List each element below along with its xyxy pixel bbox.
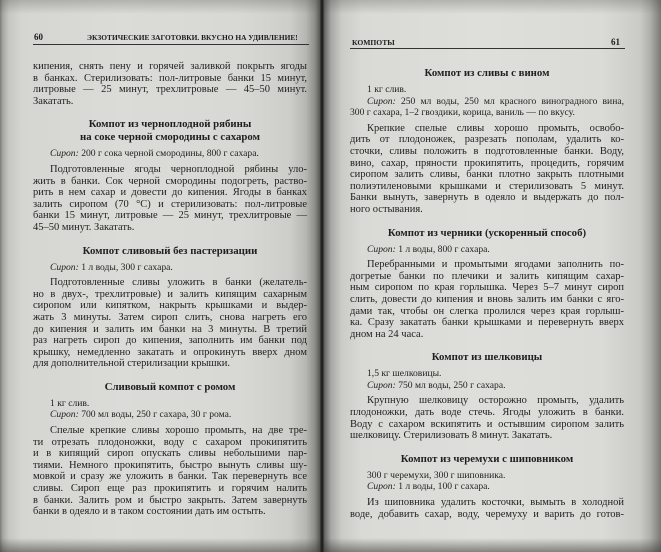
syrup-ingredients [350,481,624,493]
text-line: Банки вынуть, завернуть в одеяло и выдержать до пол- [350,192,624,204]
syrup-text: 700 мл воды, 250 г сахара, 30 г рома. [81,409,232,421]
recipe-instructions [350,395,624,441]
syrup-text: 1 л воды, 800 г сахара. [398,243,490,255]
text-line: плодоножки, дать воде стечь. Ягоды уложить в банки. [350,407,624,419]
text-line: жить в банки. Сок черной смородины подогреть, раство- [33,175,307,187]
recipe-instructions [350,497,624,520]
recipe-instructions [350,259,624,340]
text-line [350,481,624,493]
text-line: Перебранными и промытыми ягодами заполнить по- [367,259,624,271]
text-line: сиропом залить сливы, банки плотно закрыть плотными [350,169,624,181]
recipe-title-line: Компот из сливы с вином [424,67,550,79]
recipe-title-line: Компот сливовый без пастеризации [82,244,258,257]
text-line: 300 г черемухи, 300 г шиповника. [367,469,506,481]
text-line: для дополнительной стерилизации крышки. [33,358,230,370]
syrup-label: Сироп: [367,481,396,493]
syrup-label: Сироп: [50,261,79,273]
text-line: кипения, снять пену и горячей заливкой покрыть ягоды [33,61,307,72]
text-line: но в двух-, трехлитровые) и залить кипящим сахарным [33,288,307,300]
text-line: тиями. Немного прокипятить, быстро вынуть сливы шу- [33,459,307,471]
syrup-ingredients [350,380,624,392]
gutter-crease [320,0,324,552]
text-line: сточки, сливы положить в подготовленные банки. Воду, [350,145,624,157]
text-line: мовкой и сразу же уложить в банки. Так перевернуть все [33,471,307,483]
text-line: 1,5 кг шелковицы. [367,368,442,380]
text-line: ным сиропом по края горлышка. Через 5–7 минут сироп [350,282,624,294]
text-line [33,409,307,421]
syrup-label: Сироп: [50,148,79,160]
recipe-title-line: Сливовый компот с ромом [104,380,236,393]
recipe-title-line: Компот из черемухи с шиповником [400,452,574,465]
syrup-ingredients [33,262,307,274]
ingredients [33,398,307,410]
continued-instructions [33,61,307,107]
text-line: 1 кг слив. [50,397,90,409]
text-line: дном на 24 часа. [350,328,424,340]
text-line: ка. Сразу закатать банки крышками и перевернуть вверх [350,317,624,329]
ingredients [350,470,624,482]
text-line: Крупную шелковицу осторожно промыть, удалить [367,395,624,407]
ingredients [350,368,624,380]
left-page-text [33,61,307,518]
text-line [350,380,624,392]
header-rule [350,48,625,49]
text-line: ти отрезать плодоножки, воду с сахаром прокипятить [33,436,307,448]
syrup-ingredients [33,148,307,160]
text-line [33,148,307,160]
text-line: полиэтиленовыми крышками и стерилизовать 5 минут. [350,180,624,192]
recipe-title [33,245,307,258]
syrup-ingredients [350,96,624,119]
text-line: Спелые крепкие сливы хорошо промыть, на две тре- [50,425,307,437]
text-line: и в кипящий сироп опускать сливы небольшими пар- [33,448,307,460]
running-title: ЭКЗОТИЧЕСКИЕ ЗАГОТОВКИ. ВКУСНО НА УДИВЛЕНИЕ! [87,33,298,42]
recipe-instructions [33,277,307,370]
text-line: банки в одеяло и в таком состоянии дать им остыть. [33,506,266,518]
text-line [350,96,624,108]
text-line: ного остывания. [350,203,423,215]
text-line: банки 15 минут, литровые — 25 минут, трехлитровые — [33,210,307,222]
text-line: рить в нем сахар и довести до кипения. Ягоды в банках [33,187,307,199]
text-line: раз нагреть сироп до кипения, заполнить им банки под [33,335,307,347]
text-line: 45–50 минут. Закатать. [33,221,135,233]
text-line: крышку, немедленно закатать и опрокинуть вверх дном [33,346,307,358]
recipe-instructions [350,123,624,216]
syrup-text: 750 мл воды, 250 г сахара. [398,379,506,391]
text-line: сиропом или кипятком, накрыть крышками и выдер- [33,300,307,312]
page-number: 60 [34,32,43,42]
recipe-title [33,118,307,144]
syrup-text: 200 г сока черной смородины, 800 г сахара. [81,148,259,160]
text-line: слить, довести до кипения и вновь залить им банки с яго- [350,293,624,305]
recipe-instructions [33,164,307,234]
text-line: сливы. Сироп еще раз прокипятить и горячим налить [33,483,307,495]
text-line: Закатать. [33,95,74,107]
syrup-label: Сироп: [50,409,79,421]
text-line: в банки. Залить ром и быстро закрыть. Затем завернуть [33,494,307,506]
text-line: Крепкие спелые сливы хорошо промыть, освобо- [367,122,624,134]
text-line [33,262,307,274]
header-rule [33,44,309,45]
text-line: Подготовленные сливы уложить в банки (желатель- [50,277,307,289]
syrup-text: 1 л воды, 100 г сахара. [398,481,490,493]
recipe-title-line: Компот из черники (ускоренный способ) [387,226,587,239]
syrup-label: Сироп: [367,243,396,255]
recipe-title-line: на соке черной смородины с сахаром [80,131,260,144]
page-number: 61 [611,37,620,47]
text-line: жать 3 минуты. Затем сироп слить, снова нагреть его [33,311,307,323]
recipe-title [350,453,624,466]
text-line: в банках. Стерилизовать: пол-литровые банки 15 минут, [33,72,307,84]
recipe-title-line: Компот из черноплодной рябины [88,118,252,131]
text-line: Воду с сахаром вскипятить и остывшим сиропом залить [350,418,624,430]
recipe-title [350,227,624,240]
text-line: 300 г сахара, 1–2 гвоздики, корица, ваниль — по вкусу. [350,107,575,119]
text-line: залить сиропом (70 °С) и стерилизовать: пол-литровые [33,198,307,210]
ingredients [350,84,624,96]
text-line: дить от плодоножек, разрезать пополам, удалить ко- [350,134,624,146]
recipe-title-line: Компот из шелковицы [431,351,543,364]
text-line: 1 кг слив. [367,84,407,95]
text-line: до кипения и залить им банки на 3 минуты. В третий [33,323,307,335]
text-line: вино, сахар, пряности прокипятить, процедить, горячим [350,157,624,169]
recipe-title [350,351,624,364]
text-line: литровые — 25 минут, трехлитровые — 45–50 минут. [33,84,307,96]
right-page-text [350,67,624,520]
syrup-label: Сироп: [367,95,396,107]
text-line: шелковицу. Стерилизовать 8 минут. Закатать. [350,430,553,442]
syrup-ingredients [350,244,624,256]
text-line: воде, добавить сахар, воду, черемуху и варить до готов- [350,508,624,520]
syrup-text: 1 л воды, 300 г сахара. [81,261,173,273]
syrup-label: Сироп: [367,379,396,391]
section-title: КОМПОТЫ [352,38,395,47]
syrup-ingredients [33,409,307,421]
syrup-text: 250 мл воды, 250 мл красного виноградного вина, [400,95,624,107]
text-line: догретые банки по плечики и залить кипящим сахар- [350,270,624,282]
text-line: Подготовленные ягоды черноплодной рябины уло- [50,163,307,175]
recipe-title [350,67,624,80]
recipe-instructions [33,425,307,518]
recipe-title [33,381,307,394]
text-line: дами так, чтобы он слегка пролился через края горлыш- [350,305,624,317]
text-line: Из шиповника удалить косточки, вымыть в холодной [367,497,624,509]
text-line [350,244,624,256]
